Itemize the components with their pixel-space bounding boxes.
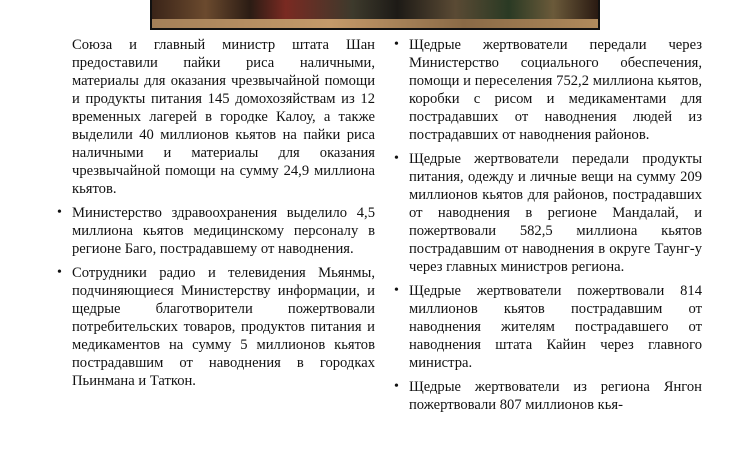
list-item: • Сотрудники радио и телевидения Мьянмы, подчиняющиеся Министерству информации, и щедрые благотворители пожертвовали потребительских товаров, продуктов питания и медикаментов на сумму 5 миллионов кьятов пострадавшим от наводнения в городках Пьинмана и Таткон. [57,264,375,390]
list-item: • Щедрые жертвователи из региона Янгон пожертвовали 807 миллионов кья- [394,378,702,414]
left-bullet-list [57,204,375,390]
list-item: • Щедрые жертвователи пожертвовали 814 миллионов кьятов пострадавшим от наводнения жителям пострадавшего от наводнения штата Кайин через главного министра. [394,282,702,372]
photo-floor [152,19,598,28]
right-column [394,36,702,420]
news-photo [150,0,600,30]
list-item: • Щедрые жертвователи передали продукты питания, одежду и личные вещи на сумму 209 миллионов кьятов для районов, пострадавших от наводнения в регионе Мандалай, и пожертвовали 582,5 миллиона кьятов пострадавшим от наводнения в округе Таунг-у через главных министров региона. [394,150,702,276]
list-item: • Щедрые жертвователи передали через Министерство социального обеспечения, помощи и переселения 752,2 миллиона кьятов, коробки с рисом и медикаментами для пострадавших от наводнения людей из пострадавших от наводнения районов. [394,36,702,144]
list-item: • Министерство здравоохранения выделило 4,5 миллиона кьятов медицинскому персоналу в регионе Баго, пострадавшему от наводнения. [57,204,375,258]
left-intro-paragraph: Союза и главный министр штата Шан предоставили пайки риса наличными, материалы для оказания чрезвычайной помощи и продукты питания 145 домохозяйствам из 12 временных лагерей в городке Калоу, а также выделили 40 миллионов кьятов на пайки риса наличными и материалы для оказания чрезвычайной помощи на сумму 24,9 миллиона кьятов. [72,37,375,197]
right-bullet-list [394,36,702,414]
left-column [57,36,375,396]
